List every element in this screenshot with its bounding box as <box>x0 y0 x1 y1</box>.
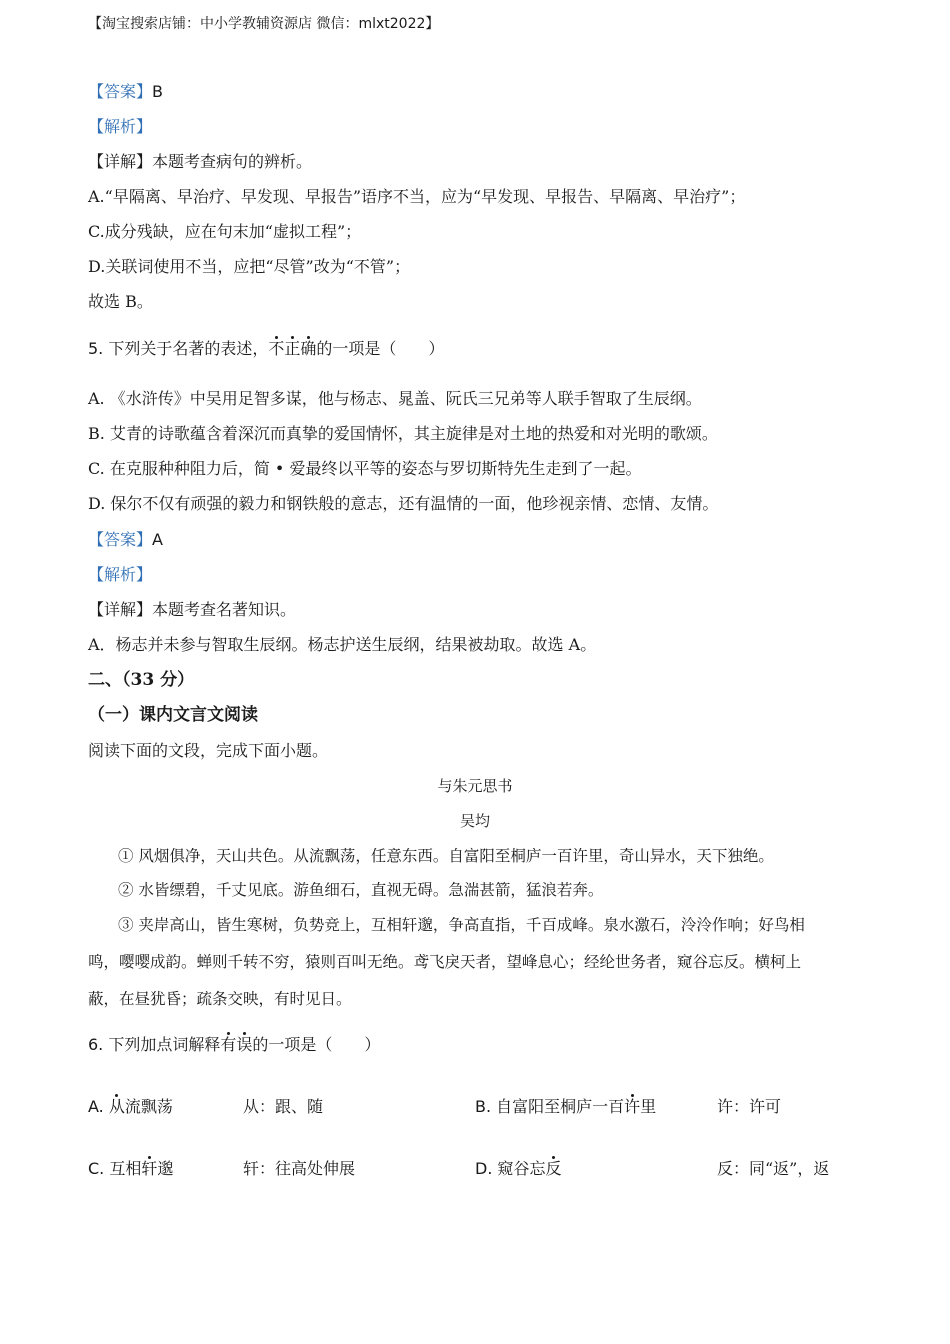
emphasis-dot-char: 确 <box>300 339 317 358</box>
passage-paragraph-3-cont: 鸣，嘤嘤成韵。蝉则千转不穷，猿则百叫无绝。鸢飞戾天者，望峰息心；经纶世务者，窥谷忘反。横柯上 <box>88 953 802 971</box>
page-header: 【淘宝搜索店铺：中小学教辅资源店 微信：mlxt2022】 <box>88 16 440 32</box>
q6-stem-suffix: 的一项是（ ） <box>252 1035 381 1054</box>
emphasis-dot-char: 正 <box>284 339 301 358</box>
q4-explain-a: A.“早隔离、早治疗、早发现、早报告”语序不当，应为“早发现、早报告、早隔离、早治疗”； <box>88 187 746 206</box>
option-text: 互相 <box>109 1159 142 1178</box>
q5-stem-suffix: 的一项是（ ） <box>316 339 445 358</box>
q6-stem-prefix: 6. 下列加点词解释 <box>88 1035 221 1054</box>
q6-option-b-meaning: 许：许可 <box>717 1097 782 1116</box>
option-letter: A. <box>88 1097 109 1116</box>
passage-author: 吴均 <box>459 812 490 830</box>
emphasis-dot-char: 从 <box>108 1097 125 1116</box>
q5-option-a: A. 《水浒传》中吴用足智多谋，他与杨志、晁盖、阮氏三兄弟等人联手智取了生辰纲。 <box>88 389 702 408</box>
q4-conclusion: 故选 B。 <box>88 292 153 311</box>
reading-instruction: 阅读下面的文段，完成下面小题。 <box>88 741 329 760</box>
emphasis-dot-char: 许 <box>624 1097 641 1116</box>
passage-paragraph-3: ③ 夹岸高山，皆生寒树，负势竞上，互相轩邈，争高直指，千百成峰。泉水激石，泠泠作响；好鸟相 <box>118 916 805 934</box>
option-text: 流飘荡 <box>124 1097 173 1116</box>
q5-option-d: D. 保尔不仅有顽强的毅力和钢铁般的意志，还有温情的一面，他珍视亲情、恋情、友情。 <box>88 494 719 513</box>
q6-option-b <box>475 1097 656 1117</box>
answer-tag: 【答案】 <box>88 530 153 549</box>
emphasis-dot-char: 轩 <box>141 1159 158 1178</box>
passage-paragraph-2: ② 水皆缥碧，千丈见底。游鱼细石，直视无碍。急湍甚箭，猛浪若奔。 <box>118 881 604 899</box>
q6-option-c-meaning: 轩：往高处伸展 <box>243 1159 356 1178</box>
answer-tag: 【答案】 <box>88 82 153 101</box>
q4-explain-d: D.关联词使用不当，应把“尽管”改为“不管”； <box>88 257 411 276</box>
q6-option-a <box>88 1097 173 1117</box>
q4-answer <box>88 82 163 102</box>
q5-stem-prefix: 5. 下列关于名著的表述， <box>88 339 269 358</box>
q5-answer <box>88 530 163 550</box>
option-text: 里 <box>640 1097 657 1116</box>
q6-option-c <box>88 1159 173 1179</box>
option-letter: B. <box>475 1097 497 1116</box>
q5-explain: A．杨志并未参与智取生辰纲。杨志护送生辰纲，结果被劫取。故选 A。 <box>88 635 597 654</box>
option-text: 邈 <box>157 1159 174 1178</box>
passage-paragraph-1: ① 风烟俱净，天山共色。从流飘荡，任意东西。自富阳至桐庐一百许里，奇山异水，天下独绝。 <box>118 847 774 865</box>
emphasis-dot-char: 不 <box>268 339 285 358</box>
q4-detail: 【详解】本题考查病句的辨析。 <box>88 152 313 171</box>
section-heading: 二、（33 分） <box>88 670 195 690</box>
option-letter: D. <box>475 1159 498 1178</box>
q5-stem <box>88 339 444 359</box>
emphasis-dot-char: 误 <box>236 1035 253 1054</box>
answer-value: A <box>152 530 163 549</box>
emphasis-dot-char: 有 <box>220 1035 237 1054</box>
q5-analysis-tag: 【解析】 <box>88 565 153 584</box>
q6-option-a-meaning: 从：跟、随 <box>243 1097 324 1116</box>
emphasis-dot-char: 反 <box>545 1159 562 1178</box>
q4-analysis-tag: 【解析】 <box>88 117 153 136</box>
q6-option-d-meaning: 反：同“返”，返 <box>717 1159 830 1178</box>
option-text: 自富阳至桐庐一百 <box>496 1097 625 1116</box>
q5-option-b: B. 艾青的诗歌蕴含着深沉而真挚的爱国情怀，其主旋律是对土地的热爱和对光明的歌颂。 <box>88 424 718 443</box>
q6-option-d <box>475 1159 562 1179</box>
section-subheading: （一）课内文言文阅读 <box>88 705 258 725</box>
option-letter: C. <box>88 1159 110 1178</box>
q5-detail: 【详解】本题考查名著知识。 <box>88 600 297 619</box>
option-text: 窥谷忘 <box>497 1159 546 1178</box>
q5-option-c: C. 在克服种种阻力后，简 • 爱最终以平等的姿态与罗切斯特先生走到了一起。 <box>88 459 642 478</box>
answer-value: B <box>152 82 163 101</box>
q4-explain-c: C.成分残缺，应在句末加“虚拟工程”； <box>88 222 362 241</box>
passage-title: 与朱元思书 <box>437 777 513 795</box>
passage-paragraph-3-end: 蔽，在昼犹昏；疏条交映，有时见日。 <box>88 990 352 1008</box>
q6-stem <box>88 1035 380 1055</box>
